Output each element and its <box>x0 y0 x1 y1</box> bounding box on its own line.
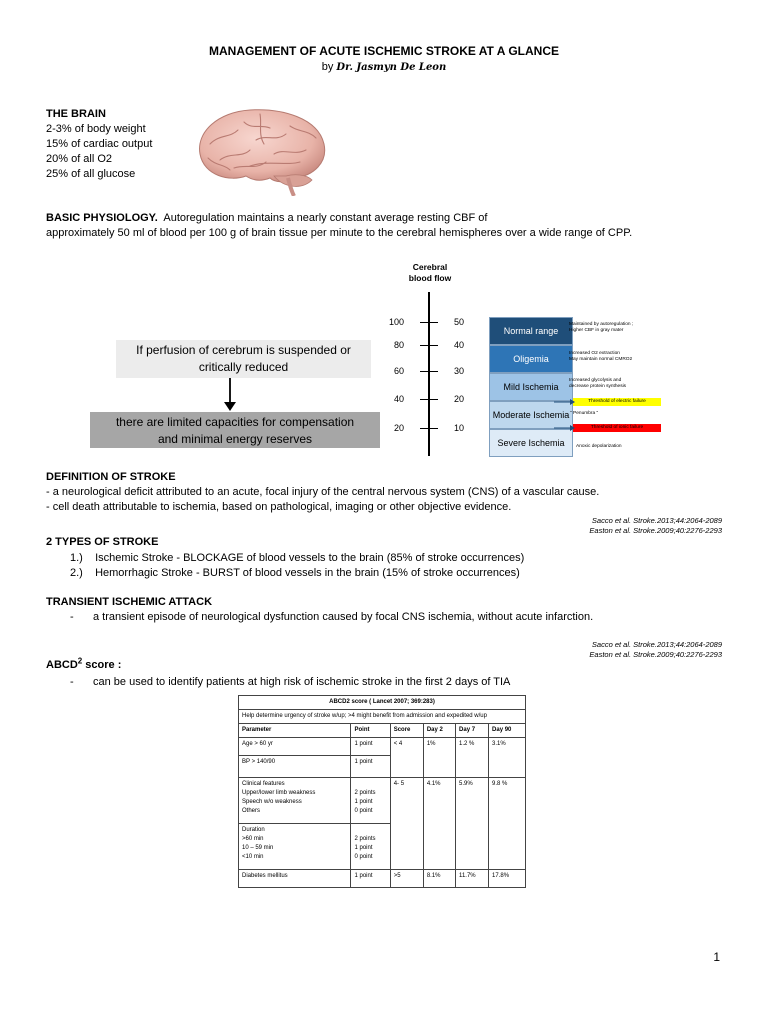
point-cell <box>351 756 390 778</box>
table-row <box>239 778 526 824</box>
threshold-electric: Threshold of electric failure <box>573 398 661 406</box>
parameter-line: >60 min <box>242 836 264 842</box>
table-header-cell: Score <box>390 724 423 738</box>
point-line: 0 point <box>354 854 373 860</box>
perfusion-box-line: If perfusion of cerebrum is suspended or <box>136 343 351 357</box>
abcd-text: can be used to identify patients at high risk of ischemic stroke in the first 2 days of TIA <box>93 676 511 688</box>
axis-tick-left: 80 <box>393 340 404 350</box>
parameter-line: Speech w/o weakness <box>242 799 302 805</box>
point-line <box>354 780 386 789</box>
axis-tick-mark <box>420 399 438 400</box>
risk-cell: >5 <box>390 870 423 888</box>
parameter-line: Upper/lower limb weakness <box>242 790 316 796</box>
parameter-cell <box>239 824 351 870</box>
risk-cell: 1% <box>423 738 455 778</box>
citation: Sacco et al. Stroke.2013;44:2064-2089 <box>591 516 722 525</box>
point-cell <box>351 778 390 824</box>
tia-dash: - <box>70 611 74 623</box>
axis-tick-left: 40 <box>393 394 404 404</box>
point-line: 1 point <box>354 741 373 747</box>
point-line: 2 points <box>354 790 376 796</box>
type-number: 1.) <box>70 552 83 564</box>
parameter-line: Others <box>242 808 261 814</box>
table-row <box>239 870 526 888</box>
brain-heading: THE BRAIN <box>46 108 106 120</box>
risk-cell: 4.1% <box>423 778 455 870</box>
byline <box>0 61 768 73</box>
definition-heading: DEFINITION OF STROKE <box>46 471 176 483</box>
table-header-cell: Day 2 <box>423 724 455 738</box>
parameter-line: Diabetes mellitus <box>242 873 288 879</box>
physiology-heading: BASIC PHYSIOLOGY. <box>46 212 158 224</box>
page-number: 1 <box>713 950 720 964</box>
perfusion-box-line: critically reduced <box>198 360 289 374</box>
perfusion-box <box>116 340 371 378</box>
parameter-cell <box>239 756 351 778</box>
point-line: 0 point <box>354 808 373 814</box>
axis-title-line: blood flow <box>408 273 452 283</box>
physiology-text-1: Autoregulation maintains a nearly constant average resting CBF of <box>163 212 488 224</box>
parameter-line: BP > 140/90 <box>242 759 276 765</box>
point-line: 1 point <box>354 873 373 879</box>
risk-cell: 9.8 % <box>489 778 526 870</box>
note-normal <box>569 322 633 334</box>
point-line: 1 point <box>354 845 373 851</box>
note-anoxic: Anoxic depolarization <box>576 444 622 449</box>
penumbra-label: " Penumbra " <box>570 411 599 416</box>
by-label: by <box>321 61 334 73</box>
type-number: 2.) <box>70 567 83 579</box>
table-row <box>239 738 526 756</box>
citation: Sacco et al. Stroke.2013;44:2064-2089 <box>591 640 722 649</box>
note-line: Increased glycolysis and <box>569 378 622 383</box>
type-item-2 <box>70 566 520 581</box>
note-line: Higher CBF in gray mater <box>569 328 624 333</box>
axis-tick-right: 30 <box>454 366 465 376</box>
risk-cell: 8.1% <box>423 870 455 888</box>
tia-heading: TRANSIENT ISCHEMIC ATTACK <box>46 596 213 608</box>
physiology-para-1 <box>46 211 487 226</box>
risk-cell: 11.7% <box>456 870 489 888</box>
type-item-1 <box>70 551 524 566</box>
axis-tick-right: 20 <box>454 394 465 404</box>
parameter-line: 10 – 59 min <box>242 845 274 851</box>
type-text: Ischemic Stroke - BLOCKAGE of blood vessels to the brain (85% of stroke occurrences) <box>95 552 525 564</box>
parameter-cell <box>239 738 351 756</box>
page-title: MANAGEMENT OF ACUTE ISCHEMIC STROKE AT A GLANCE <box>209 44 559 58</box>
axis-tick-mark <box>420 345 438 346</box>
abcd-superscript: 2 <box>77 656 83 666</box>
parameter-cell <box>239 870 351 888</box>
axis-title-line: Cerebral <box>412 262 448 272</box>
physiology-text-2: approximately 50 ml of blood per 100 g of brain tissue per minute to the cerebral hemispheres over a wide range of CPP. <box>46 227 633 239</box>
ischemia-level: Mild Ischemia <box>489 373 573 401</box>
note-line: Maintained by autoregulation ; <box>569 322 634 327</box>
risk-cell: 17.8% <box>489 870 526 888</box>
citation: Easton et al. Stroke.2009;40:2276-2293 <box>589 526 722 535</box>
point-line: 1 point <box>354 759 373 765</box>
risk-cell: 4- 5 <box>390 778 423 870</box>
down-arrow-icon <box>218 376 242 412</box>
brain-fact: 25% of all glucose <box>46 168 136 180</box>
citation: Easton et al. Stroke.2009;40:2276-2293 <box>589 650 722 659</box>
types-heading: 2 TYPES OF STROKE <box>46 536 159 548</box>
axis-tick-right: 10 <box>454 423 465 433</box>
table-header-cell: Day 90 <box>489 724 526 738</box>
parameter-line: Duration <box>242 827 265 833</box>
axis-title <box>400 262 460 284</box>
abcd-dash: - <box>70 676 74 688</box>
abcd-table-wrap <box>238 695 526 888</box>
table-header-row <box>239 724 526 738</box>
table-header-cell: Point <box>351 724 390 738</box>
ischemia-levels <box>489 317 573 459</box>
threshold-ionic: Threshold of ionic failure <box>573 424 661 432</box>
brain-facts <box>46 122 152 182</box>
axis-tick-left: 60 <box>393 366 404 376</box>
risk-cell: 3.1% <box>489 738 526 778</box>
brain-fact: 2-3% of body weight <box>46 123 146 135</box>
axis-line <box>428 292 430 456</box>
risk-cell: 5.9% <box>456 778 489 870</box>
abcd-heading-text: ABCD <box>46 659 78 671</box>
parameter-line: Clinical features <box>242 781 285 787</box>
table-row <box>239 696 526 710</box>
compensation-box-line: and minimal energy reserves <box>157 432 313 446</box>
parameter-cell <box>239 778 351 824</box>
ischemia-level: Severe Ischemia <box>489 429 573 457</box>
risk-cell: 1.2 % <box>456 738 489 778</box>
note-mild <box>569 378 626 390</box>
table-title: ABCD2 score ( Lancet 2007; 369:283) <box>239 696 526 710</box>
parameter-line: Age > 60 yr <box>242 741 273 747</box>
definition-line-1: - a neurological deficit attributed to an acute, focal injury of the central nervous system (CNS) of a vascular cause. <box>46 486 600 498</box>
cbf-figure <box>82 252 690 464</box>
table-header-cell: Parameter <box>239 724 351 738</box>
brain-illustration <box>190 104 330 196</box>
point-cell <box>351 738 390 756</box>
note-line: May maintain normal CMRO2 <box>569 357 633 362</box>
point-cell <box>351 824 390 870</box>
threshold-arrows <box>552 392 576 436</box>
axis-tick-right: 50 <box>454 317 465 327</box>
ischemia-level: Oligemia <box>489 345 573 373</box>
ischemia-level: Moderate Ischemia <box>489 401 573 429</box>
author-name: Dr. Jasmyn De Leon <box>336 62 447 73</box>
point-line: 1 point <box>354 799 373 805</box>
risk-cell: < 4 <box>390 738 423 778</box>
table-header-cell: Day 7 <box>456 724 489 738</box>
note-oligemia <box>569 351 632 363</box>
note-line: Increased O2 extraction <box>569 351 620 356</box>
point-line <box>354 826 386 835</box>
brain-fact: 15% of cardiac output <box>46 138 153 150</box>
brain-fact: 20% of all O2 <box>46 153 113 165</box>
definition-line-2: - cell death attributable to ischemia, based on pathological, imaging or other objective evidence. <box>46 501 512 513</box>
compensation-box-line: there are limited capacities for compensation <box>115 415 355 429</box>
table-subtitle: Help determine urgency of stroke w/up; >4 might benefit from admission and expedited w/up <box>239 710 526 724</box>
tia-text: a transient episode of neurological dysfunction caused by focal CNS ischemia, without acute infarction. <box>93 611 594 623</box>
compensation-box <box>90 412 380 448</box>
abcd-table <box>238 695 526 888</box>
parameter-line: <10 min <box>242 854 264 860</box>
ischemia-level: Normal range <box>489 317 573 345</box>
axis-tick-mark <box>420 322 438 323</box>
table-row <box>239 710 526 724</box>
axis-tick-left: 20 <box>393 423 404 433</box>
axis-tick-mark <box>420 371 438 372</box>
type-text: Hemorrhagic Stroke - BURST of blood vessels in the brain (15% of stroke occurrences) <box>95 567 520 579</box>
abcd-heading-suffix: score : <box>82 659 122 671</box>
point-cell <box>351 870 390 888</box>
axis-tick-mark <box>420 428 438 429</box>
point-line: 2 points <box>354 836 376 842</box>
abcd-heading <box>46 656 122 671</box>
axis-tick-right: 40 <box>454 340 465 350</box>
note-line: decrease protein synthesis <box>569 384 627 389</box>
axis-tick-left: 100 <box>388 317 404 327</box>
